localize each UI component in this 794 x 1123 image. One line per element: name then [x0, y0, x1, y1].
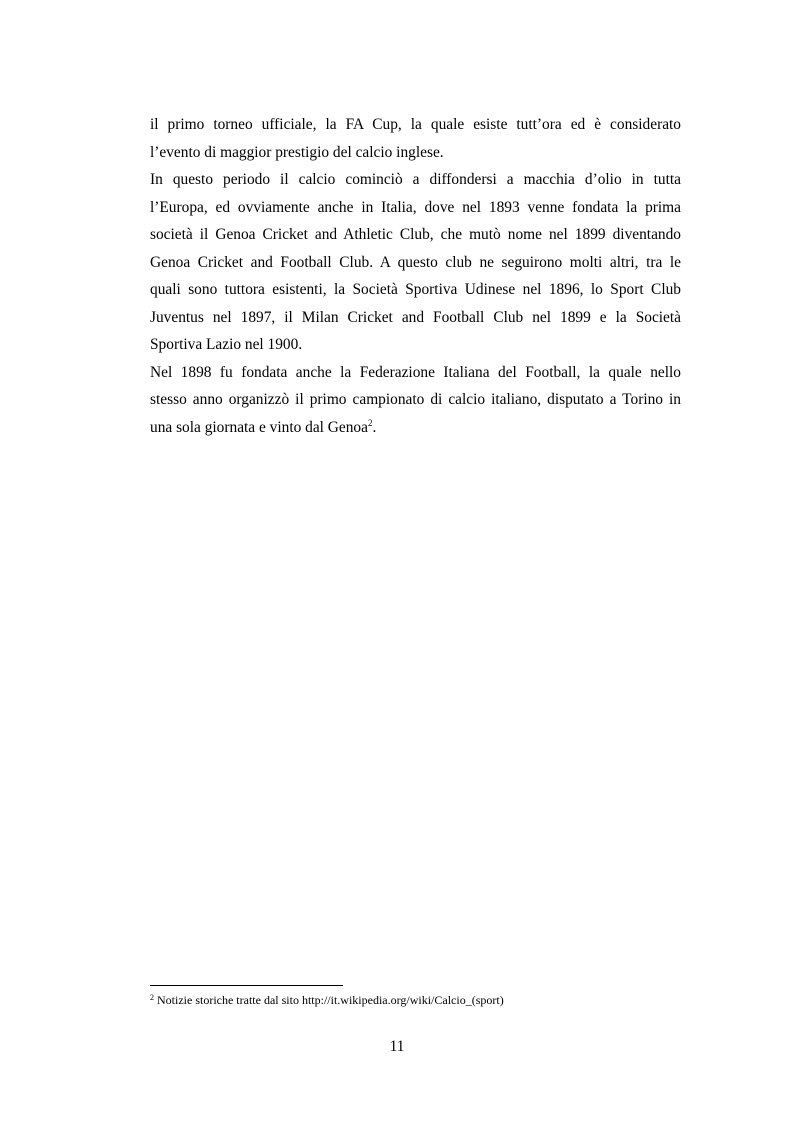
- text-line: Juventus nel 1897, il Milan Cricket and Football Club nel 1899 e la Società: [150, 308, 681, 326]
- paragraph-3: [150, 359, 681, 442]
- text-line: l’Europa, ed ovviamente anche in Italia, dove nel 1893 venne fondata la prima: [150, 198, 681, 216]
- text-line: stesso anno organizzò il primo campionato di calcio italiano, disputato a Torino in: [150, 391, 681, 408]
- text-line: quali sono tuttora esistenti, la Società Sportiva Udinese nel 1896, lo Sport Club: [150, 281, 681, 298]
- footnote-marker: 2: [150, 993, 154, 1002]
- footnote: [150, 993, 504, 1007]
- text-line: l’evento di maggior prestigio del calcio inglese.: [150, 143, 444, 161]
- text-line-with-footnote-ref: [150, 414, 681, 442]
- paragraph-2: [150, 166, 681, 359]
- text-line: Genoa Cricket and Football Club. A questo club ne seguirono molti altri, tra le: [150, 253, 681, 271]
- page-number: 11: [389, 1038, 405, 1055]
- footnote-text: Notizie storiche tratte dal sito http://it.wikipedia.org/wiki/Calcio_(sport): [154, 993, 504, 1007]
- text-line: società il Genoa Cricket and Athletic Club, che mutò nome nel 1899 diventando: [150, 226, 681, 243]
- footnote-reference[interactable]: 2: [367, 417, 373, 428]
- paragraph-1: [150, 111, 681, 166]
- sentence-end: .: [372, 418, 377, 436]
- text-line: il primo torneo ufficiale, la FA Cup, la quale esiste tutt’ora ed è considerato: [150, 116, 681, 133]
- text-line: Nel 1898 fu fondata anche la Federazione Italiana del Football, la quale nello: [150, 363, 681, 381]
- body-text: [150, 111, 681, 441]
- footnote-separator: [150, 985, 343, 986]
- text-line: una sola giornata e vinto dal Genoa: [150, 418, 368, 436]
- text-line: In questo periodo il calcio cominciò a diffondersi a macchia d’olio in tutta: [150, 171, 681, 188]
- text-line: Sportiva Lazio nel 1900.: [150, 336, 303, 353]
